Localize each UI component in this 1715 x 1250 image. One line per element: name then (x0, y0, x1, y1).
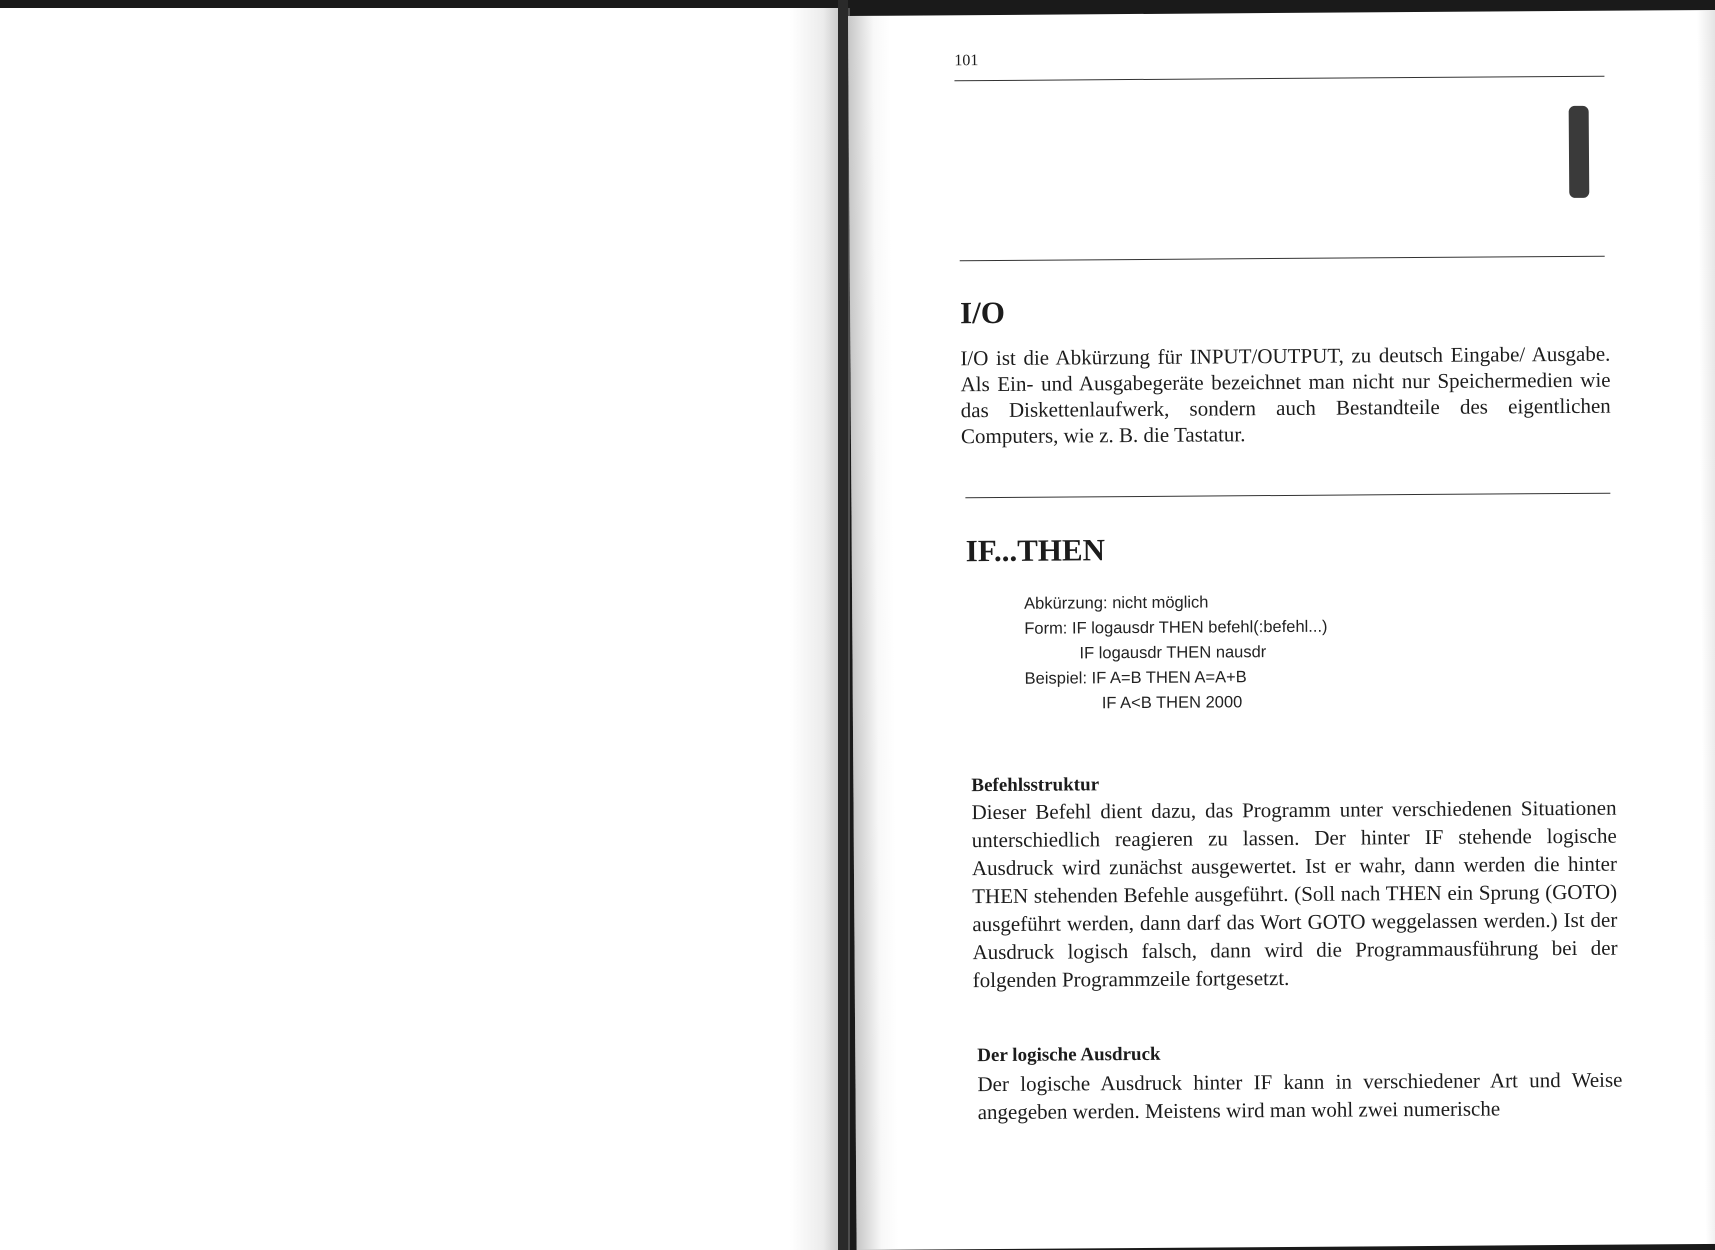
syntax-block (1024, 590, 1328, 717)
page-number: 101 (954, 52, 979, 70)
right-page-edge-shadow (1697, 10, 1715, 1244)
paragraph-befehlsstruktur: Dieser Befehl dient dazu, das Programm unter verschiedenen Situationen unterschiedlich reagieren zu lassen. Der hinter IF stehende logische Ausdruck wird zunächst ausgewertet. Ist er wahr, dann werden die hinter THEN stehenden Befehle ausgeführt. (Soll nach THEN ein Sprung (GOTO) ausgeführt werden, dann darf das Wort GOTO weggelassen werden.) Ist der Ausdruck logisch falsch, dann wird die Programmausführung bei der folgenden Programmzeile fortgesetzt. (971, 795, 1618, 993)
left-page-blank (0, 8, 838, 1250)
section-divider-ifthen (965, 493, 1610, 499)
syntax-form-alt: IF logausdr THEN nausdr (1079, 643, 1267, 663)
subheading-logischer-ausdruck: Der logische Ausdruck (977, 1043, 1161, 1067)
thumb-index-tab (1569, 106, 1590, 198)
right-page-gutter-shadow (848, 16, 899, 1250)
section-body-io: I/O ist die Abkürzung für INPUT/OUTPUT, zu deutsch Eingabe/ Ausgabe. Als Ein- und Ausgabegeräte bezeichnet man nicht nur Speichermedien wie das Diskettenlaufwerk, sondern auch Bestandteile des eigentlichen Computers, wie z. B. die Tastatur. (960, 341, 1611, 449)
syntax-example-alt: IF A<B THEN 2000 (1101, 693, 1243, 713)
section-title-ifthen: IF...THEN (965, 532, 1106, 569)
right-page (848, 10, 1715, 1250)
syntax-example: Beispiel: IF A=B THEN A=A+B (1024, 668, 1247, 688)
book-spine (838, 0, 848, 1250)
header-rule (954, 76, 1604, 82)
paragraph-logischer-ausdruck: Der logische Ausdruck hinter IF kann in verschiedener Art und Weise angegeben werden. Meistens wird man wohl zwei numerische (977, 1067, 1623, 1125)
syntax-form: Form: IF logausdr THEN befehl(:befehl...) (1024, 617, 1328, 638)
syntax-abbreviation: Abkürzung: nicht möglich (1024, 593, 1209, 613)
section-divider-io (960, 256, 1605, 262)
subheading-befehlsstruktur: Befehlsstruktur (971, 774, 1100, 797)
section-title-io: I/O (959, 294, 1005, 331)
